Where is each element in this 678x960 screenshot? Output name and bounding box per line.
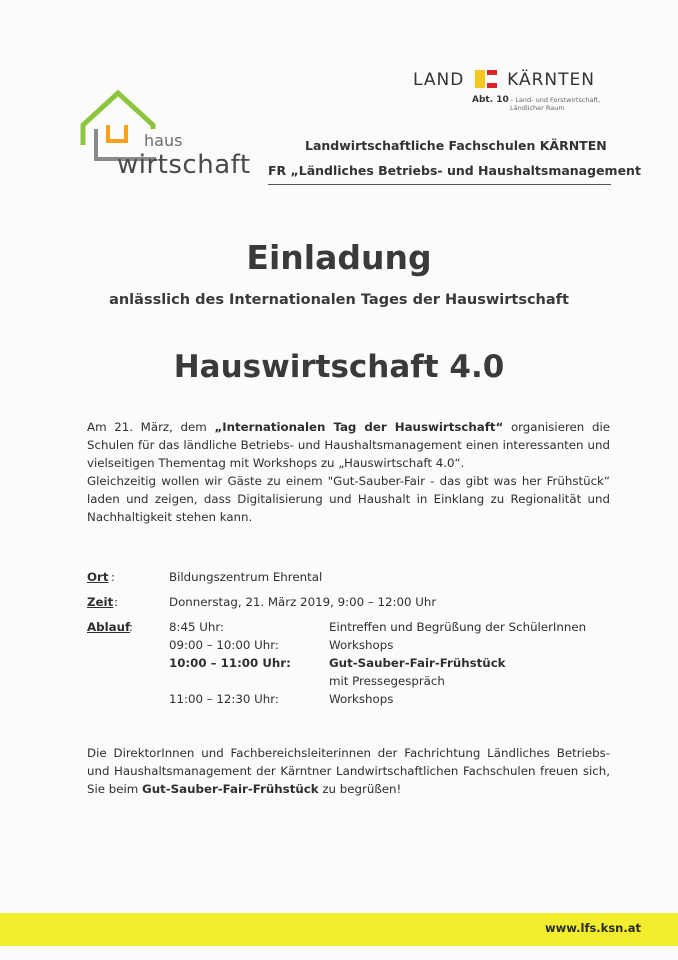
land-text: LAND <box>413 70 465 90</box>
intro-paragraph <box>87 418 610 526</box>
school-name: Landwirtschaftliche Fachschulen KÄRNTEN <box>305 138 607 153</box>
schedule-time: 09:00 – 10:00 Uhr: <box>169 638 279 652</box>
zeit-label: Zeit <box>87 595 114 609</box>
schedule-item: Workshops <box>329 638 394 652</box>
schedule-time: 10:00 – 11:00 Uhr: <box>169 656 291 670</box>
kaernten-text: KÄRNTEN <box>507 70 595 90</box>
closing-bold-text: Gut-Sauber-Fair-Frühstück <box>142 782 319 796</box>
schedule-item: Workshops <box>329 692 394 706</box>
schedule-list <box>169 620 619 710</box>
intro-bold-text: „Internationalen Tag der Hauswirtschaft“ <box>214 420 504 434</box>
schedule-row <box>169 620 619 638</box>
closing-text-2: zu begrüßen! <box>318 782 402 796</box>
schedule-time: 11:00 – 12:30 Uhr: <box>169 692 279 706</box>
schedule-row <box>169 674 619 692</box>
zeit-value: Donnerstag, 21. März 2019, 9:00 – 12:00 Uhr <box>169 595 437 609</box>
schedule-time: 8:45 Uhr: <box>169 620 224 634</box>
ablauf-colon: : <box>129 620 133 634</box>
abteilung: Abt. 10 <box>472 95 509 105</box>
land-kaernten-logo <box>413 70 595 90</box>
ablauf-label: Ablauf <box>87 620 131 634</box>
schedule-item: Eintreffen und Begrüßung der SchülerInnen <box>329 620 587 634</box>
event-headline: Hauswirtschaft 4.0 <box>173 349 505 385</box>
page-subtitle: anlässlich des Internationalen Tages der Hauswirtschaft <box>109 292 569 308</box>
closing-text-1: Die DirektorInnen und Fachbereichsleiterinnen der Fachrichtung Ländliches Betriebs- und Haushaltsmanagement der Kärntner Landwirtschaftlichen Fachschulen freuen sich, Sie beim <box>87 746 610 796</box>
header-divider <box>268 184 611 185</box>
logo-text-wirtschaft: wirtschaft <box>117 150 251 180</box>
intro-text-3: Gleichzeitig wollen wir Gäste zu einem "Gut-Sauber-Fair - das gibt was her Frühstück“ laden und zeigen, dass Digitalisierung und Haushalt in Einklang zu Regionalität und Nachhaltigkeit stehen kann. <box>87 474 610 524</box>
zeit-colon: : <box>114 595 118 609</box>
schedule-item: Gut-Sauber-Fair-Frühstück <box>329 656 506 670</box>
abteilung-subtitle: – Land- und Forstwirtschaft, Ländlicher Raum <box>510 96 601 112</box>
closing-paragraph <box>87 744 610 798</box>
page-title: Einladung <box>246 238 432 277</box>
intro-text-1: Am 21. März, dem <box>87 420 215 434</box>
ort-colon: : <box>111 570 115 584</box>
schedule-row <box>169 692 619 710</box>
intro-text-2: organisieren die Schulen für das ländliche Betriebs- und Haushaltsmanagement einen interessanten und vielseitigen Thementag mit Workshops zu „Hauswirtschaft 4.0“. <box>87 420 610 470</box>
schedule-row <box>169 656 619 674</box>
schedule-item: mit Pressegespräch <box>329 674 445 688</box>
logo-text-haus: haus <box>144 131 183 150</box>
school-department: FR „Ländliches Betriebs- und Haushaltsmanagement <box>268 163 641 178</box>
schedule-row <box>169 638 619 656</box>
footer-website-link[interactable]: www.lfs.ksn.at <box>545 921 641 935</box>
ort-label: Ort <box>87 570 109 584</box>
kaernten-flag-icon <box>475 70 497 88</box>
ort-value: Bildungszentrum Ehrental <box>169 570 323 584</box>
